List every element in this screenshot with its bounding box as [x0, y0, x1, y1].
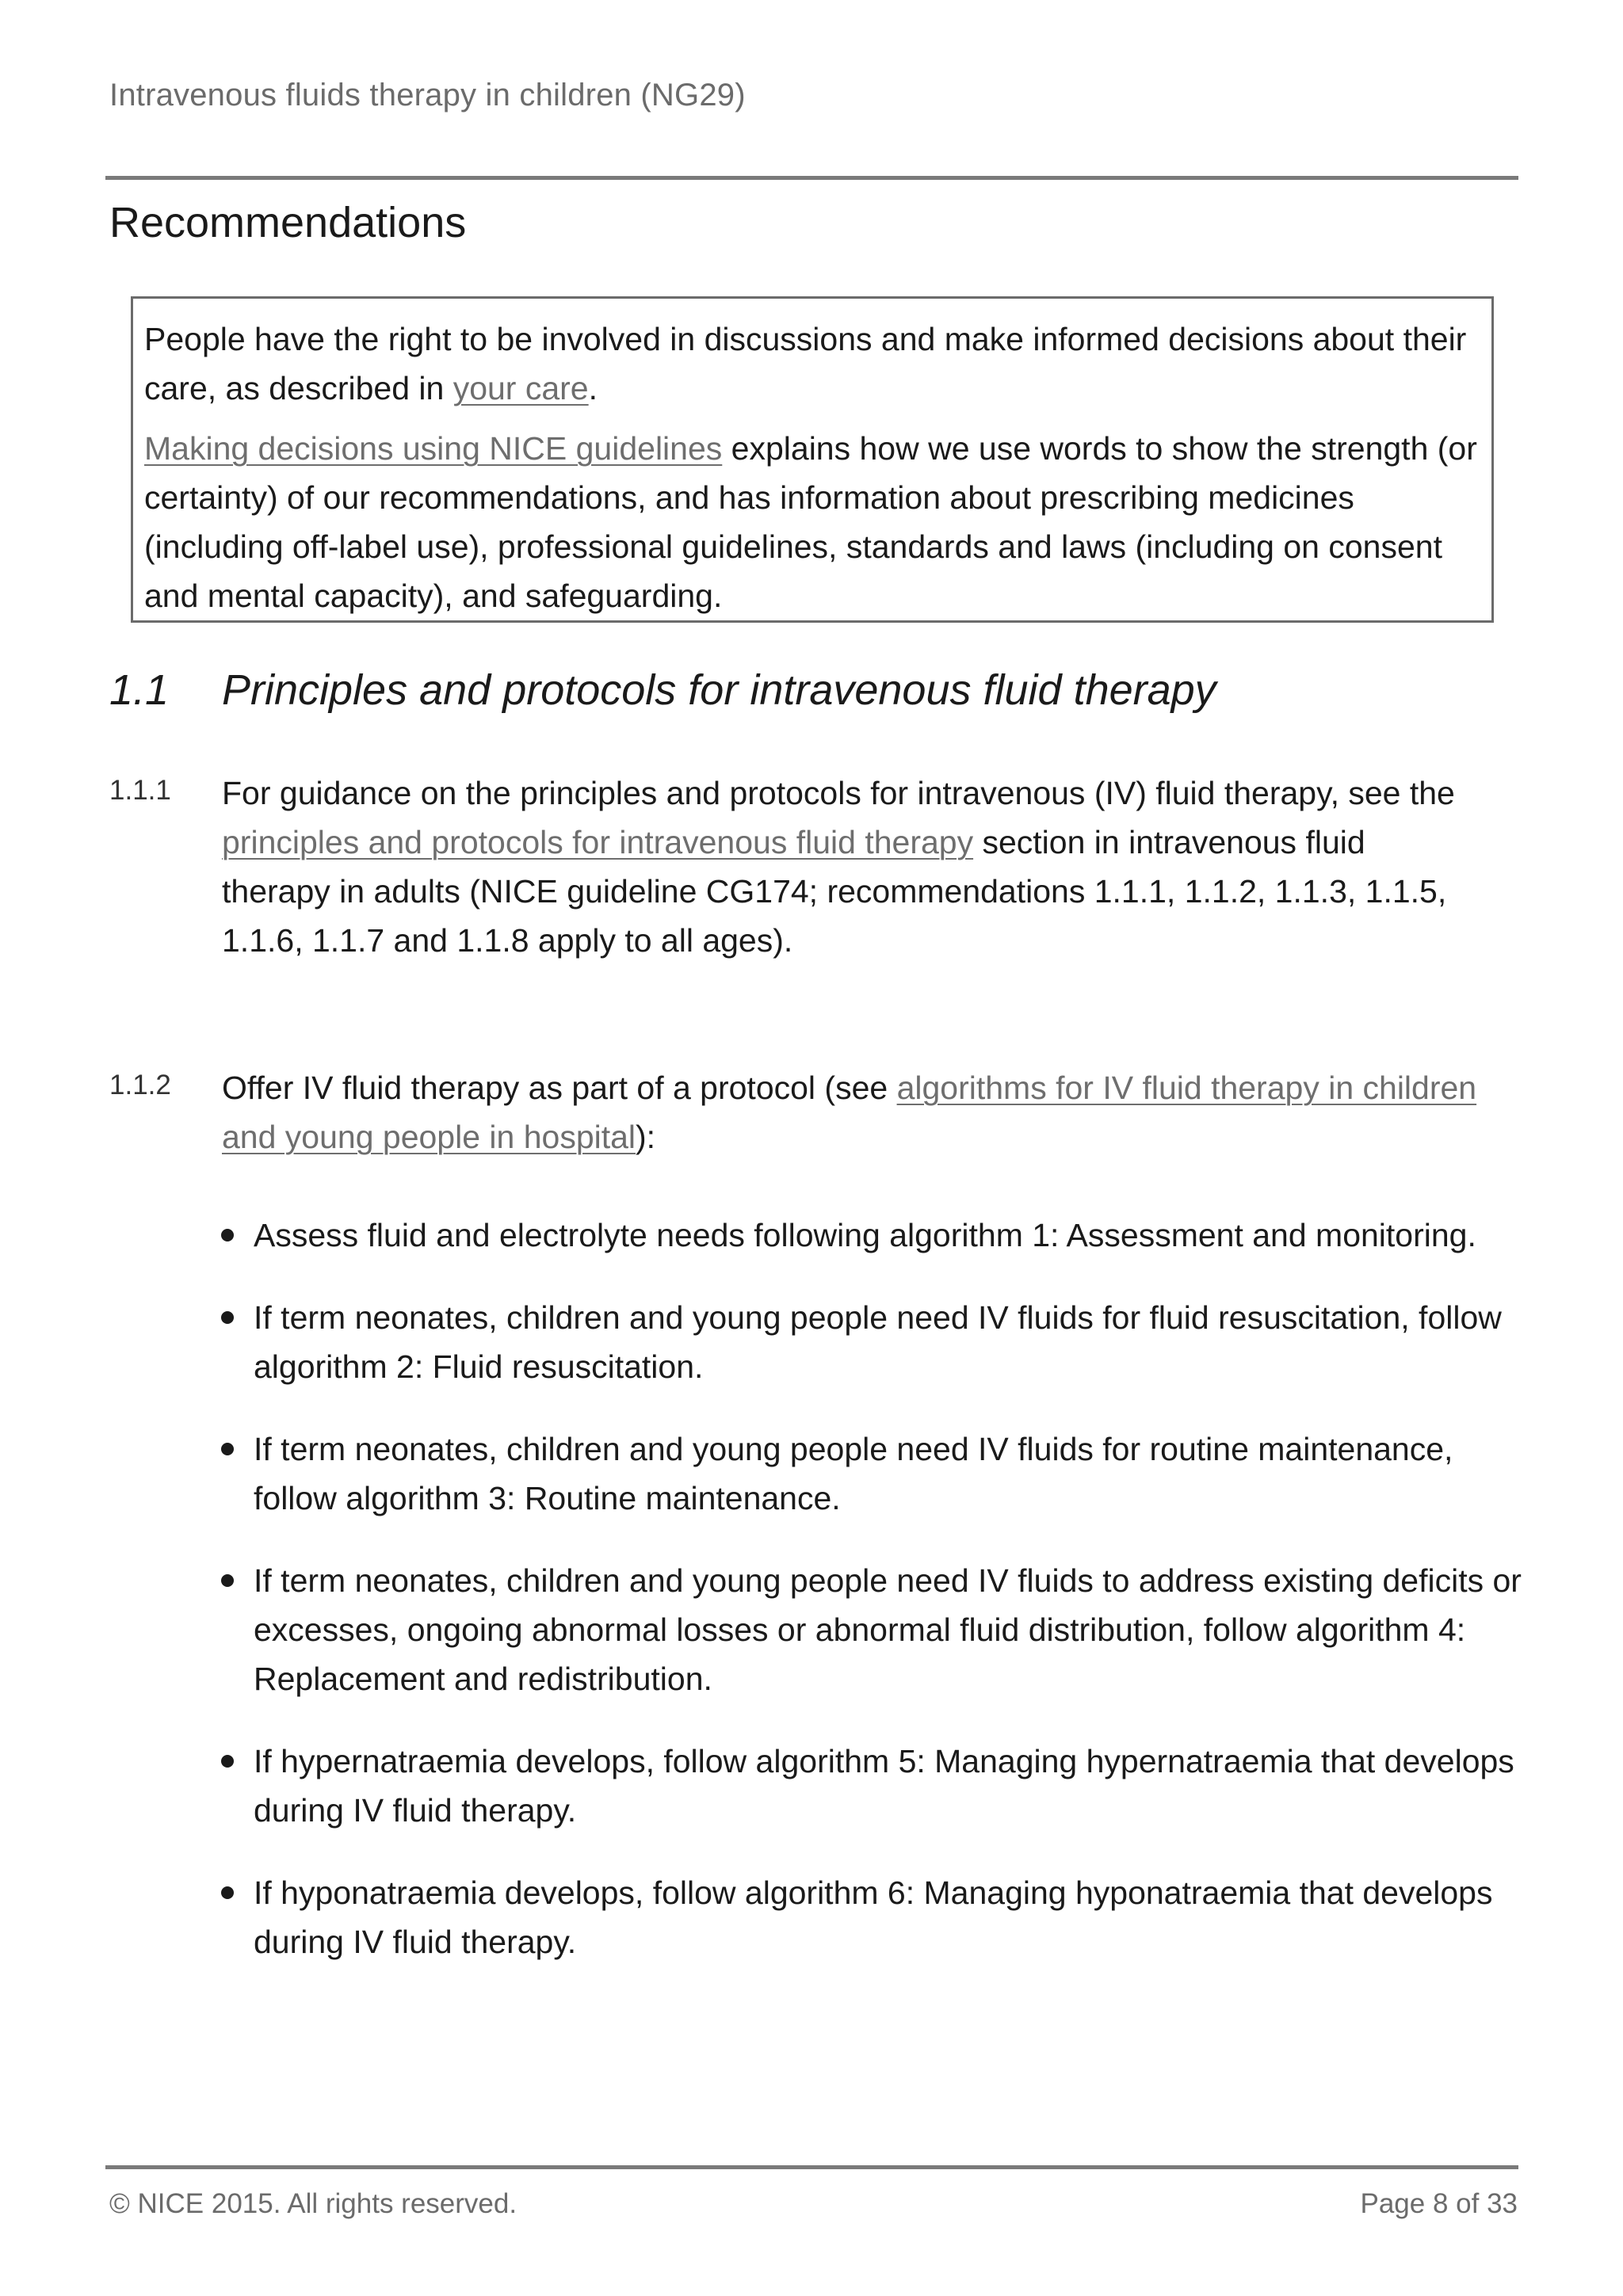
copyright-notice: © NICE 2015. All rights reserved. [109, 2188, 517, 2219]
rec-text-before: For guidance on the principles and protocols for intravenous (IV) fluid therapy, see the [222, 775, 1455, 811]
bullet-icon [221, 1311, 234, 1324]
list-item-text: If term neonates, children and young people need IV fluids for fluid resuscitation, follow algorithm 2: Fluid resuscitation. [254, 1299, 1502, 1385]
subsection-number: 1.1 [109, 666, 170, 714]
list-item-text: If term neonates, children and young people need IV fluids for routine maintenance, follow algorithm 3: Routine maintenance. [254, 1431, 1453, 1516]
your-care-link[interactable]: your care [453, 370, 589, 406]
algorithm-bullet-list [254, 1211, 1522, 2000]
algorithms-link[interactable]: algorithms for IV fluid therapy in children and young people in hospital [222, 1070, 1477, 1155]
subsection-heading [109, 666, 1216, 715]
bullet-icon [221, 1574, 234, 1587]
list-item-text: If hypernatraemia develops, follow algorithm 5: Managing hypernatraemia that develops during IV fluid therapy. [254, 1743, 1514, 1829]
subsection-title: Principles and protocols for intravenous fluid therapy [222, 666, 1216, 714]
notice-paragraph-2 [144, 424, 1480, 620]
rec-text-before: Offer IV fluid therapy as part of a protocol (see [222, 1070, 897, 1106]
making-decisions-link[interactable]: Making decisions using NICE guidelines [144, 430, 723, 467]
bullet-icon [221, 1886, 234, 1899]
list-item [254, 1737, 1522, 1835]
recommendation-text [222, 1063, 1490, 1161]
principles-protocols-link[interactable]: principles and protocols for intravenous fluid therapy [222, 824, 974, 860]
notice-p2-text: explains how we use words to show the strength (or certainty) of our recommendations, and has information about prescribing medicines (including off-label use), professional guidelines, standards and laws (including on consent and mental capacity), and safeguarding. [144, 430, 1477, 614]
footer-divider [105, 2165, 1518, 2169]
page-number: Page 8 of 33 [1360, 2188, 1518, 2219]
header-divider [105, 176, 1518, 180]
list-item [254, 1425, 1522, 1523]
rec-text-after: section in intravenous fluid therapy in adults (NICE guideline CG174; recommendations 1.1.1, 1.1.2, 1.1.3, 1.1.5, 1.1.6, 1.1.7 and 1.1.8 apply to all ages). [222, 824, 1447, 959]
rec-text-after: ): [636, 1119, 656, 1155]
list-item [254, 1556, 1522, 1703]
list-item-text: If term neonates, children and young people need IV fluids to address existing deficits or excesses, ongoing abnormal losses or abnormal fluid distribution, follow algorithm 4: Replacement and redistribution. [254, 1562, 1522, 1697]
recommendation-number: 1.1.1 [109, 775, 171, 806]
bullet-icon [221, 1755, 234, 1768]
notice-paragraph-1 [144, 315, 1480, 413]
list-item-text: Assess fluid and electrolyte needs following algorithm 1: Assessment and monitoring. [254, 1217, 1476, 1253]
list-item [254, 1211, 1522, 1260]
list-item [254, 1293, 1522, 1391]
bullet-icon [221, 1443, 234, 1455]
list-item [254, 1868, 1522, 1966]
recommendation-number: 1.1.2 [109, 1070, 171, 1100]
rights-notice-box [131, 296, 1494, 623]
notice-p1-end: . [588, 370, 598, 406]
document-title-header: Intravenous fluids therapy in children (NG29) [109, 78, 746, 113]
bullet-icon [221, 1229, 234, 1241]
section-title: Recommendations [109, 199, 467, 246]
notice-p1-text: People have the right to be involved in discussions and make informed decisions about their care, as described in [144, 321, 1467, 406]
list-item-text: If hyponatraemia develops, follow algorithm 6: Managing hyponatraemia that develops during IV fluid therapy. [254, 1875, 1493, 1960]
recommendation-text [222, 769, 1458, 965]
